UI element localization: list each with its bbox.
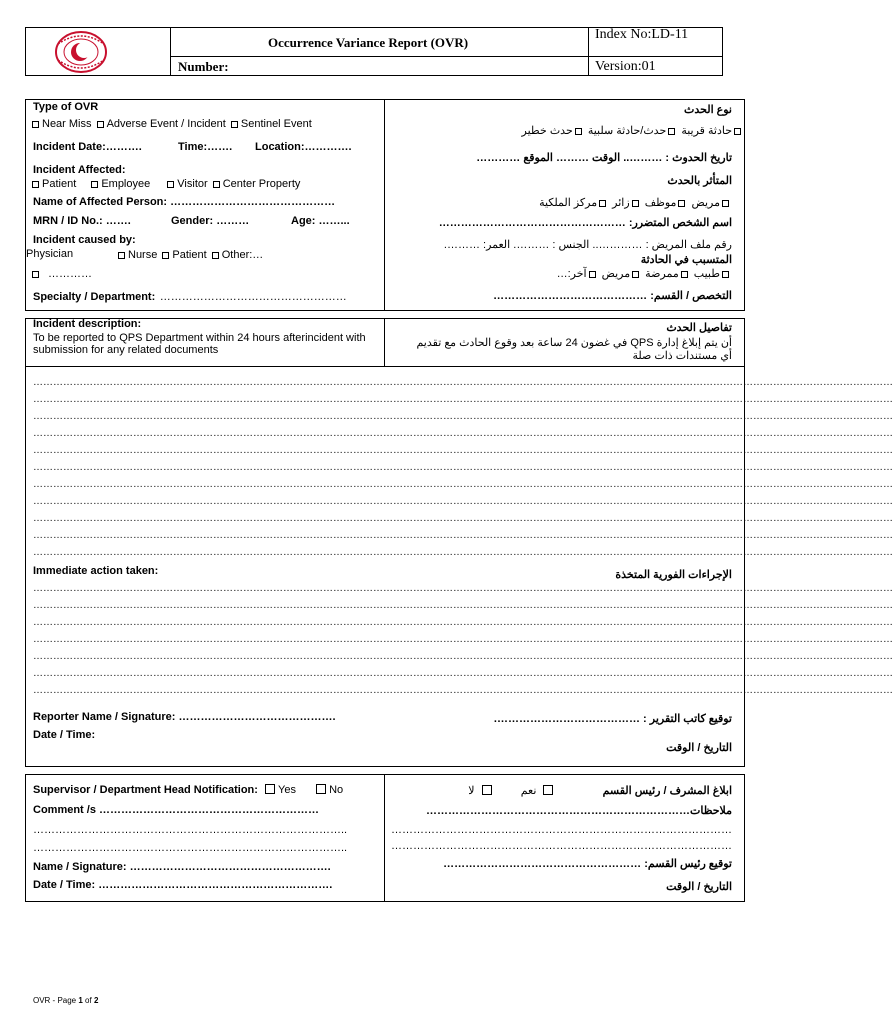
time-field[interactable]: Time:…….: [178, 141, 233, 153]
checkbox-icon[interactable]: [118, 252, 125, 259]
date-time-field[interactable]: Date / Time: ……………………………………………………….: [33, 879, 333, 891]
date-time-field-ar[interactable]: التاريخ / الوقت: [666, 881, 732, 893]
employee-option: Employee: [101, 178, 151, 190]
comment-line-1[interactable]: …………………………………………………………………………..: [33, 824, 348, 836]
specialty-field-ar[interactable]: التخصص / القسم: ……………………………………: [493, 290, 732, 302]
gender-field[interactable]: Gender: ………: [171, 215, 250, 227]
name-signature-field[interactable]: Name / Signature: ……………………………………………….: [33, 861, 331, 873]
reporter-signature-field[interactable]: Reporter Name / Signature: …………………………………….: [33, 711, 336, 723]
supervisor-notification-label-ar: ابلاغ المشرف / رئيس القسم نعم لا: [468, 785, 732, 797]
incident-affected-options-ar: مريض موظف زائر مركز الملكية: [412, 196, 732, 209]
checkbox-icon[interactable]: [97, 121, 104, 128]
page-footer: OVR - Page 1 of 2: [33, 996, 99, 1005]
checkbox-icon[interactable]: [722, 271, 729, 278]
no-checkbox-icon[interactable]: [316, 784, 326, 794]
incident-affected-label: Incident Affected:: [33, 164, 126, 176]
incident-description-note: To be reported to QPS Department within 24 hours afterincident with submission for any related documents: [33, 332, 366, 356]
ovr-type-options-ar: حادثة قريبة حدث/حادثة سلبية حدث خطير: [414, 124, 744, 137]
supervisor-notification-label: Supervisor / Department Head Notification: Yes No: [33, 784, 344, 796]
checkbox-icon[interactable]: [162, 252, 169, 259]
comments-line-ar-2[interactable]: …………………………………………………………………………………: [391, 840, 732, 852]
reporter-signature-field-ar[interactable]: توقيع كاتب التقرير : ………………………………….: [493, 713, 732, 725]
near-miss-option: Near Miss: [42, 118, 92, 130]
checkbox-icon[interactable]: [91, 181, 98, 188]
type-of-ovr-label-ar: نوع الحدث: [683, 104, 732, 116]
no-checkbox-icon[interactable]: [482, 785, 492, 795]
incident-description-title-ar: تفاصيل الحدث: [666, 322, 732, 334]
yes-checkbox-icon[interactable]: [265, 784, 275, 794]
index-number: Index No:LD-11: [595, 27, 689, 42]
yes-option: Yes: [278, 784, 296, 796]
checkbox-icon[interactable]: [231, 121, 238, 128]
mrn-field-ar[interactable]: رقم ملف المريض : ………….. الجنس : ………. العمر: ……….: [443, 239, 732, 251]
comment-field[interactable]: Comment /s ……………………………………………………: [33, 804, 320, 816]
affected-person-field-ar[interactable]: اسم الشخص المتضرر: ……………………………………………: [438, 217, 732, 229]
caused-by-options: [116, 249, 263, 261]
incident-date-field-ar[interactable]: تاريخ الحدوث : ……….. الوقت ……… الموقع …………: [476, 152, 732, 164]
checkbox-icon[interactable]: [599, 200, 606, 207]
incident-affected-options: [30, 178, 300, 190]
description-lines[interactable]: …………………………………………………………………………………………………………………………………………………………………………………………………………………………………… …………………………………………………………………………………………………………………………………………………………………………………………………………………………………… …………………………………………………………………………………………………………………………………………………………………………………………………………………………………… …………………………………………………………………………………………………………………………………………………………………………………………………………………………………… …………………………………………………………………………………………………………………………………………………………………………………………………………………………………… …………………………………………………………………………………………………………………………………………………………………………………………………………………………………… …………………………………………………………………………………………………………………………………………………………………………………………………………………………………… …………………………………………………………………………………………………………………………………………………………………………………………………………………………………… …………………………………………………………………………………………………………………………………………………………………………………………………………………………………… …………………………………………………………………………………………………………………………………………………………………………………………………………………………………… ……………………………………………………………………………………………………………………………………………………………………………………………………………………………………: [33, 377, 893, 558]
patient-cause-option: Patient: [172, 249, 207, 261]
checkbox-icon[interactable]: [213, 181, 220, 188]
checkbox-icon[interactable]: [668, 128, 675, 135]
incident-affected-label-ar: المتأثر بالحدث: [667, 175, 732, 187]
reporter-date-time-field-ar[interactable]: التاريخ / الوقت: [666, 742, 732, 754]
other-option: Other:…: [221, 249, 264, 261]
incident-description-note-ar: أن يتم إبلاغ إدارة QPS في غضون 24 ساعة بعد وقوع الحادث مع تقديم أي مستندات ذات صلة: [416, 337, 732, 362]
physician-option: Physician: [26, 248, 74, 260]
department-head-signature-ar[interactable]: توقيع رئيس القسم: ………………………………………………: [443, 858, 732, 870]
reporter-date-time-field[interactable]: Date / Time:: [33, 729, 96, 741]
caused-by-label: Incident caused by:: [33, 234, 136, 246]
checkbox-icon[interactable]: [212, 252, 219, 259]
incident-date-field[interactable]: Incident Date:……….: [33, 141, 142, 153]
page-title: Occurrence Variance Report (OVR): [268, 35, 469, 50]
checkbox-icon[interactable]: [678, 200, 685, 207]
yes-checkbox-icon[interactable]: [543, 785, 553, 795]
age-field[interactable]: Age: ……...: [291, 215, 350, 227]
type-of-ovr-label: Type of OVR: [33, 101, 99, 113]
specialty-field[interactable]: Specialty / Department: ……………………………………………: [33, 291, 347, 303]
patient-option: Patient: [42, 178, 77, 190]
checkbox-icon[interactable]: [734, 128, 741, 135]
affected-person-field[interactable]: Name of Affected Person: ………………………………………: [33, 196, 336, 208]
version: Version:01: [595, 59, 656, 74]
caused-by-options-ar: طبيب ممرضة مريض آخر:…: [412, 267, 732, 280]
mrn-field[interactable]: MRN / ID No.: …….: [33, 215, 131, 227]
other-specify-field[interactable]: …………: [30, 268, 92, 280]
checkbox-icon[interactable]: [32, 181, 39, 188]
checkbox-icon[interactable]: [32, 121, 39, 128]
sentinel-event-option: Sentinel Event: [240, 118, 312, 130]
nurse-option: Nurse: [128, 249, 158, 261]
incident-description-title: Incident description:: [33, 318, 142, 330]
checkbox-icon[interactable]: [589, 271, 596, 278]
checkbox-icon[interactable]: [632, 271, 639, 278]
comments-field-ar[interactable]: ملاحظات………………………………………………………………: [426, 805, 732, 817]
immediate-action-title: Immediate action taken:: [33, 565, 159, 577]
comment-line-2[interactable]: …………………………………………………………………………..: [33, 842, 348, 854]
no-option: No: [329, 784, 344, 796]
checkbox-icon[interactable]: [722, 200, 729, 207]
immediate-action-title-ar: الإجراءات الفورية المتخذة: [615, 569, 732, 581]
checkbox-icon[interactable]: [575, 128, 582, 135]
red-crescent-logo-icon: [50, 30, 112, 74]
center-property-option: Center Property: [222, 178, 301, 190]
checkbox-icon[interactable]: [681, 271, 688, 278]
comments-line-ar-1[interactable]: …………………………………………………………………………………: [391, 824, 732, 836]
checkbox-icon[interactable]: [32, 271, 39, 278]
ovr-type-options: [30, 118, 312, 130]
action-lines[interactable]: …………………………………………………………………………………………………………………………………………………………………………………………………………………………………… …………………………………………………………………………………………………………………………………………………………………………………………………………………………………… …………………………………………………………………………………………………………………………………………………………………………………………………………………………………… …………………………………………………………………………………………………………………………………………………………………………………………………………………………………… …………………………………………………………………………………………………………………………………………………………………………………………………………………………………… …………………………………………………………………………………………………………………………………………………………………………………………………………………………………… ……………………………………………………………………………………………………………………………………………………………………………………………………………………………………: [33, 583, 893, 696]
location-field[interactable]: Location:………….: [255, 141, 352, 153]
caused-by-label-ar: المتسبب في الحادثة: [640, 254, 732, 266]
checkbox-icon[interactable]: [167, 181, 174, 188]
checkbox-icon[interactable]: [632, 200, 639, 207]
adverse-event-option: Adverse Event / Incident: [106, 118, 226, 130]
visitor-option: Visitor: [177, 178, 208, 190]
number-label: Number:: [178, 59, 229, 74]
